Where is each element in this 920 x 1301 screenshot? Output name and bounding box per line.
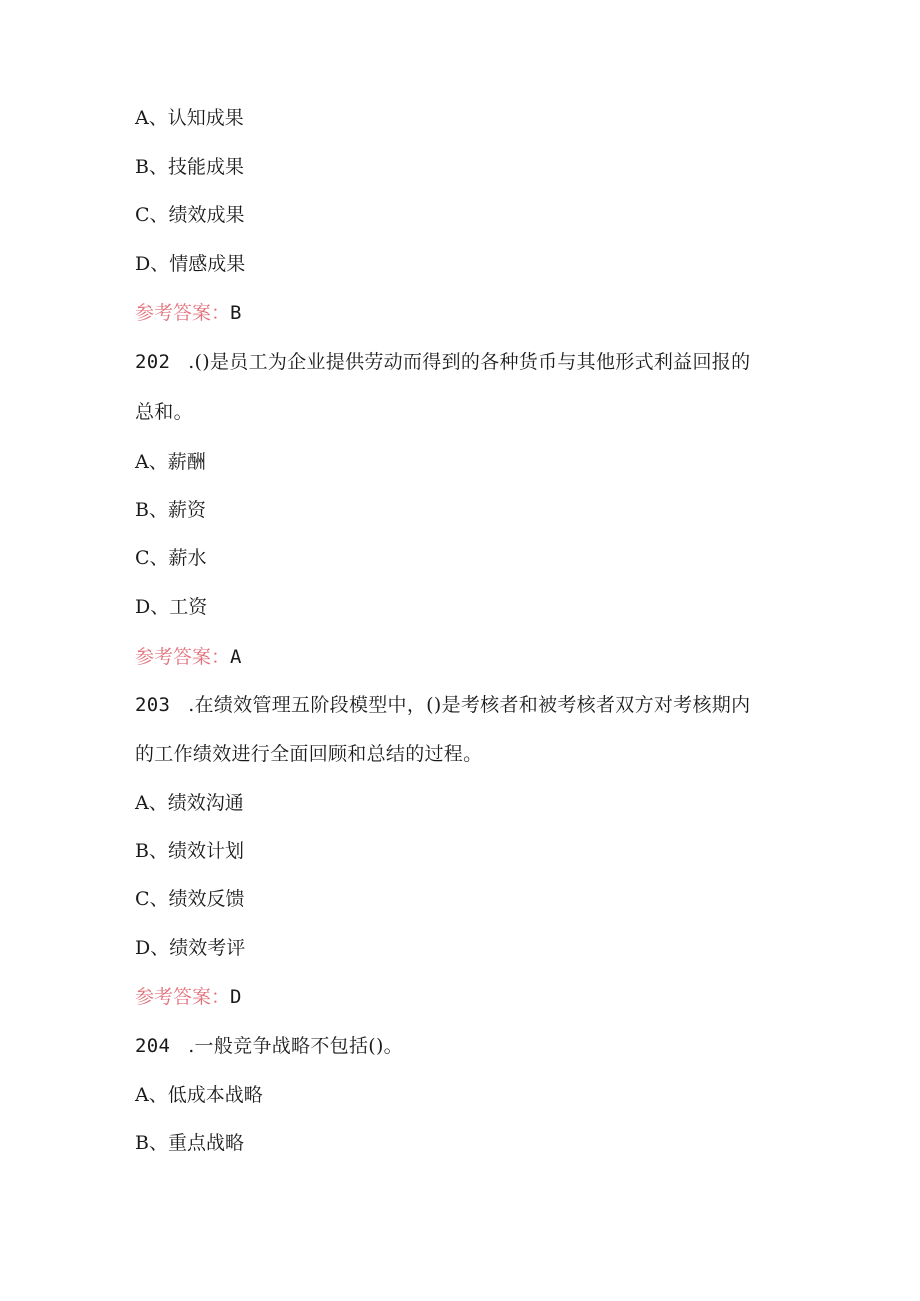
q203-option-b: B、绩效计划 xyxy=(135,840,244,862)
q202-option-c: C、薪水 xyxy=(135,547,207,569)
answer-value: B xyxy=(230,302,242,324)
q203-option-d: D、绩效考评 xyxy=(135,937,246,959)
q201-answer xyxy=(135,301,241,325)
q202-option-d: D、工资 xyxy=(135,596,208,618)
q201-option-b: B、技能成果 xyxy=(135,156,244,178)
q201-option-d: D、情感成果 xyxy=(135,253,246,275)
q203-option-a: A、绩效沟通 xyxy=(135,792,244,814)
q202-option-a: A、薪酬 xyxy=(135,451,206,473)
q203-option-c: C、绩效反馈 xyxy=(135,888,245,910)
q203-answer xyxy=(135,985,241,1009)
q202-answer xyxy=(135,645,241,669)
q204-question-line1 xyxy=(135,1034,403,1058)
answer-label: 参考答案： xyxy=(135,986,231,1008)
answer-value: A xyxy=(230,646,242,668)
q204-option-a: A、低成本战略 xyxy=(135,1084,263,1106)
q202-question-line1 xyxy=(135,350,750,374)
q201-option-c: C、绩效成果 xyxy=(135,204,245,226)
question-text: .在绩效管理五阶段模型中，()是考核者和被考核者双方对考核期内 xyxy=(188,694,751,716)
question-text: .()是员工为企业提供劳动而得到的各种货币与其他形式利益回报的 xyxy=(188,351,751,373)
question-number: 202 xyxy=(135,351,171,373)
answer-value: D xyxy=(230,986,242,1008)
q203-question-line2: 的工作绩效进行全面回顾和总结的过程。 xyxy=(135,743,483,765)
question-number: 203 xyxy=(135,694,171,716)
q202-question-line2: 总和。 xyxy=(135,401,193,423)
q204-option-b: B、重点战略 xyxy=(135,1132,244,1154)
answer-label: 参考答案： xyxy=(135,302,231,324)
question-number: 204 xyxy=(135,1035,171,1057)
q201-option-a: A、认知成果 xyxy=(135,107,244,129)
q202-option-b: B、薪资 xyxy=(135,499,206,521)
question-text: .一般竞争战略不包括()。 xyxy=(188,1035,403,1057)
q203-question-line1 xyxy=(135,693,750,717)
answer-label: 参考答案： xyxy=(135,646,231,668)
